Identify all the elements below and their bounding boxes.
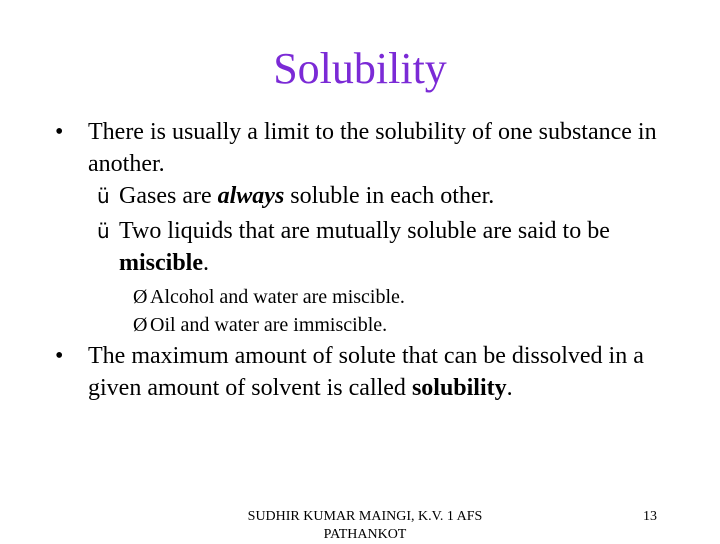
checkmark-icon: ü	[97, 184, 110, 208]
arrow-item-2	[133, 312, 673, 338]
check-item-1	[97, 180, 697, 212]
emphasis-word: always	[217, 183, 285, 209]
arrow-icon: Ø	[133, 286, 148, 308]
arrow-text: Alcohol and water are miscible.	[150, 286, 405, 308]
bold-term: miscible	[119, 250, 203, 276]
bullet-text: There is usually a limit to the solubility of one substance in another.	[88, 119, 657, 177]
check-text-before: Gases are	[119, 183, 218, 209]
bold-term: solubility	[411, 375, 507, 401]
checkmark-icon: ü	[97, 219, 110, 243]
bullet-text	[88, 340, 698, 404]
slide-footer: SUDHIR KUMAR MAINGI, K.V. 1 AFS PATHANKOT	[247, 509, 483, 542]
arrow-text: Oil and water are immiscible.	[150, 314, 388, 336]
bullet-marker: •	[55, 343, 64, 369]
check-text	[119, 180, 699, 212]
bullet-text-before: The maximum amount of solute that can be dissolved in a given amount of solvent is called	[88, 343, 644, 401]
check-text-after: soluble in each other.	[284, 183, 495, 209]
check-item-2	[97, 215, 697, 279]
bullet-marker: •	[55, 119, 64, 145]
check-text	[119, 215, 699, 279]
bullet-item-2	[55, 340, 695, 436]
check-text-before: Two liquids that are mutually soluble are said to be	[119, 218, 610, 244]
bullet-text-after: .	[506, 375, 513, 401]
slide-title: Solubility	[273, 44, 447, 93]
check-text-after: .	[203, 250, 209, 276]
arrow-icon: Ø	[133, 314, 148, 336]
page-number: 13	[643, 509, 657, 524]
arrow-item-1	[133, 284, 673, 310]
bullet-item-1	[55, 116, 695, 180]
